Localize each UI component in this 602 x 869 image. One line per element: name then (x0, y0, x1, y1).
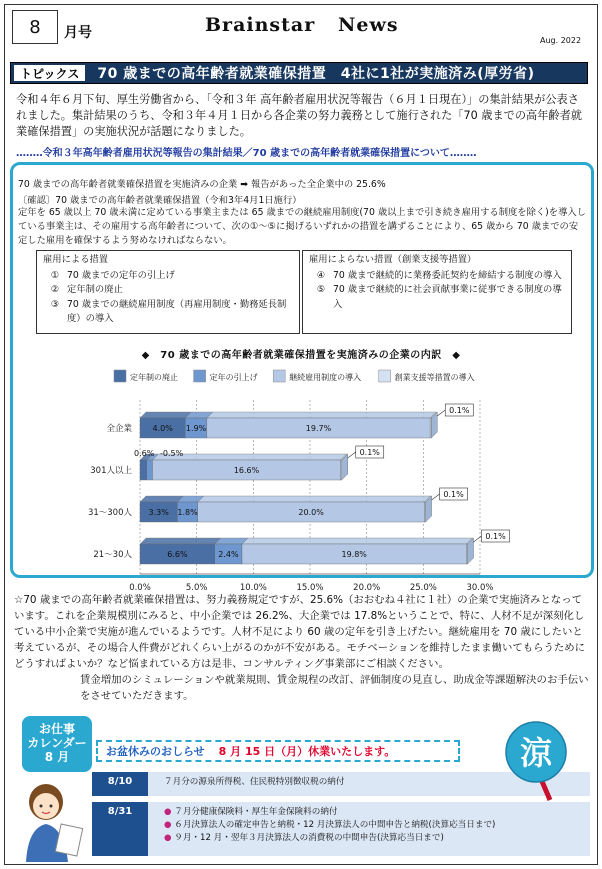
non-employment-heading: 雇用によらない措置（創業支援等措置） (309, 254, 477, 265)
legend-label: 定年の引上げ (209, 373, 258, 382)
x-tick-label: 0.0% (129, 583, 151, 593)
category-label: 301人以上 (90, 466, 132, 476)
holiday-notice (96, 740, 460, 762)
x-tick-label: 30.0% (466, 583, 494, 593)
list-item: ③ 70 歳までの継続雇用制度（再雇用制度・勤務延長制度）の導入 (50, 298, 287, 324)
bar-top (140, 538, 221, 544)
topic-title: 70 歳までの高年齢者就業確保措置 4社に1社が実施済み(厚労省) (97, 66, 535, 82)
label-leader (432, 494, 440, 500)
data-label: 16.6% (233, 466, 260, 475)
commentary-text: ☆70 歳までの高年齢者就業確保措置は、努力義務規定ですが、25.6%（おおむね４社に１社）の企業で実施済みとなっています。これを企業規模別にみると、中小企業では 26.2%、大企業では 17.8%ということで、特に、人材不足が深刻化している中小企業で実施が進んでいるようです。人材不足により 60 歳の定年を引き上げたい。継続雇用を 70 歳にしたいと考えているが、その場合人件費がどれくらい上がるのかが不安がある。モチベーションを維持したまま働いてもらうためにどうすればよいか？など悩まれている方は是非、コンサルティング事業部にご相談ください。 (14, 594, 586, 670)
calendar-date: 8/31 (92, 802, 148, 856)
rule-paragraph: 定年を 65 歳以上 70 歳未満に定めている事業主または 65 歳までの継続雇用制度(70 歳以上まで引き続き雇用する制度を除く)を導入している事業主は、その雇用する高年齢者について、次の①～⑤に掲げるいずれかの措置を講ずることにより、65 歳から 70 歳までの安定した雇用を確保するよう努めなければならない。 (18, 207, 586, 246)
legend-label: 創業支援等措置の導入 (394, 373, 475, 382)
category-label: 31～300人 (87, 508, 132, 518)
x-tick-label: 20.0% (353, 583, 381, 593)
stacked-bar-chart (70, 360, 530, 593)
data-label: 2.4% (218, 550, 239, 559)
data-label: 1.9% (185, 424, 207, 433)
category-label: 全企業 (106, 424, 132, 434)
bar-top (207, 412, 436, 418)
data-label: 4.0% (152, 424, 173, 433)
list-item: ⑤ 70 歳まで継続的に社会貢献事業に従事できる制度の導入 (316, 284, 562, 310)
label-leader (437, 410, 445, 416)
data-label: 0.1% (443, 490, 464, 499)
calendar-row (92, 802, 590, 856)
calendar-date: 8/10 (92, 772, 148, 796)
issue-number: 8 (29, 16, 41, 38)
data-label: 0.1% (359, 448, 380, 457)
calendar-item: ● ９月・12 月・翌年３月決算法人の消費税の中間申告(決算応当日まで) (164, 833, 444, 843)
topic-label: トピックス (14, 65, 85, 81)
legend-swatch (114, 370, 126, 382)
commentary-paragraph (14, 592, 590, 704)
chart-title: ◆ 70 歳までの高年齢者就業確保措置を実施済みの企業の内訳 ◆ (141, 350, 461, 361)
data-label: 3.3% (148, 508, 169, 517)
bar-top (140, 412, 191, 418)
office-worker-illustration (18, 776, 88, 862)
newsletter-title: Brainstar News (205, 14, 399, 36)
non-employment-measures-box (302, 250, 572, 334)
topic-banner (10, 62, 588, 84)
summary-line: 70 歳までの高年齢者就業確保措置を実施済みの企業 ➡ 報告があった全企業中の 25.6% (18, 179, 386, 190)
data-label: 19.7% (305, 424, 332, 433)
data-label: 0.6% (134, 449, 155, 458)
confirm-line: 〔確認〕70 歳までの高年齢者就業確保措置（令和3年4月1日施行） (18, 195, 302, 206)
employment-heading: 雇用による措置 (43, 254, 109, 265)
data-label: 19.8% (341, 550, 367, 559)
issue-date: Aug. 2022 (540, 36, 582, 45)
badge-line: お仕事 (38, 722, 75, 736)
notice-date: 8 月 15 日（月）休業いたします。 (218, 745, 396, 758)
data-label: 1.8% (177, 508, 198, 517)
data-label: 20.0% (298, 508, 324, 517)
intro-paragraph: 令和４年６月下旬、厚生労働省から、「令和３年 高年齢者雇用状況等報告（６月１日現在）」の集計結果が公表されました。集計結果のうち、令和３年４月１日から各企業の努力義務として施行された「70 歳までの高年齢者就業確保措置」の実施状況が話題になりました。 (16, 93, 582, 138)
issue-number-box (12, 10, 58, 44)
bar-top (242, 538, 472, 544)
badge-line: 8 月 (44, 750, 70, 764)
label-leader (474, 536, 482, 542)
x-tick-label: 5.0% (185, 583, 208, 593)
employment-measures-box (36, 250, 300, 334)
bar-segment (147, 460, 153, 480)
fan-char: 涼 (519, 734, 553, 772)
data-label: 0.1% (485, 532, 506, 541)
legend-swatch (273, 370, 285, 382)
commentary-text-2: 賃金増加のシミュレーションや就業規則、賃金規程の改訂、評価制度の見直し、助成金等課題解決のお手伝いをさせていただきます。 (80, 674, 589, 702)
legend-label: 継続雇用制度の導入 (289, 373, 362, 382)
calendar-item: ● ７月分健康保険料・厚生年金保険料の納付 (164, 807, 338, 817)
uchiwa-fan-icon (498, 720, 578, 800)
section-heading: ‥‥‥‥令和３年高年齢者雇用状況等報告の集計結果／70 歳までの高年齢者就業確保措置について‥‥‥‥ (16, 148, 477, 159)
list-item: ④ 70 歳まで継続的に業務委託契約を締結する制度の導入 (316, 269, 562, 281)
bar-segment (140, 460, 147, 480)
data-label: 6.6% (167, 550, 188, 559)
calendar-item: ● ６月決算法人の確定申告と納税・12 月決算法人の中間申告と納税(決算応当日まで) (164, 820, 496, 830)
badge-line: カレンダー (27, 736, 87, 750)
list-item: ① 70 歳までの定年の引上げ (50, 269, 175, 281)
category-label: 21～30人 (93, 550, 132, 560)
calendar-item: ７月分の源泉所得税、住民税特別徴収税の納付 (164, 777, 345, 787)
legend-swatch (194, 370, 206, 382)
bar-top (140, 496, 183, 502)
issue-suffix: 月号 (64, 25, 92, 41)
x-tick-label: 10.0% (239, 583, 267, 593)
data-label: -0.5% (160, 449, 184, 458)
data-label: 0.1% (449, 406, 470, 415)
calendar-badge (22, 716, 92, 772)
legend-swatch (379, 370, 391, 382)
bar-top (198, 496, 431, 502)
x-tick-label: 15.0% (296, 583, 324, 593)
list-item: ② 定年制の廃止 (50, 284, 123, 295)
label-leader (348, 452, 356, 458)
notice-text: お盆休みのおしらせ (106, 745, 205, 758)
legend-label: 定年制の廃止 (130, 373, 178, 382)
x-tick-label: 25.0% (409, 583, 437, 593)
